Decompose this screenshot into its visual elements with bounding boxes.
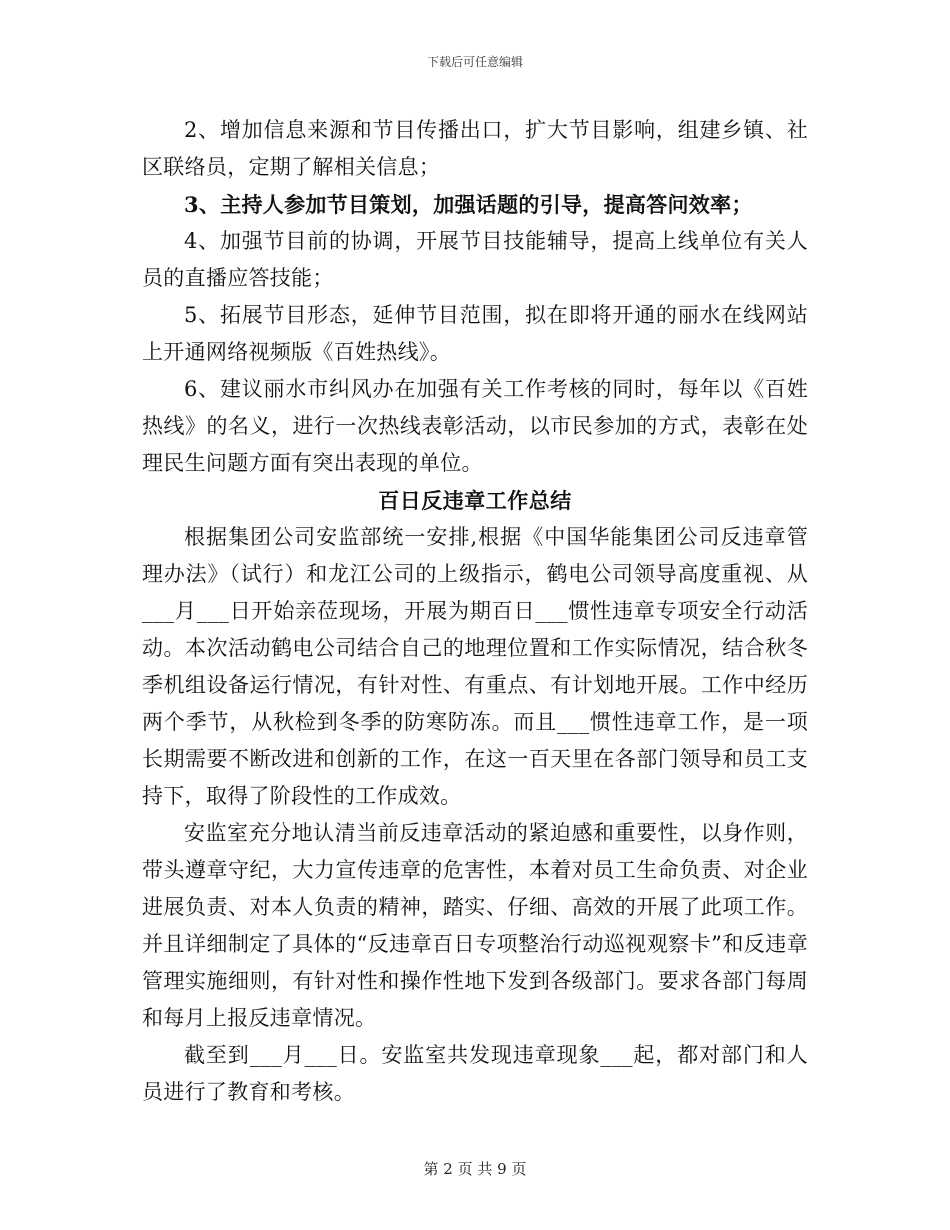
page-number-footer: 第 2 页 共 9 页 (423, 1160, 527, 1178)
body-paragraph-summary: 截至到___月___日。安监室共发现违章现象___起，都对部门和人员进行了教育和考核。 (142, 1043, 808, 1104)
paragraph-item-5: 5、拓展节目形态，延伸节目范围，拟在即将开通的丽水在线网站上开通网络视频版《百姓热线》。 (142, 303, 808, 364)
paragraph-item-3: 3、主持人参加节目策划，加强话题的引导，提高答问效率； (184, 192, 753, 217)
body-paragraph-measures: 安监室充分地认清当前反违章活动的紧迫感和重要性，以身作则，带头遵章守纪，大力宣传违章的危害性，本着对员工生命负责、对企业进展负责、对本人负责的精神，踏实、仔细、高效的开展了此项工作。并且详细制定了具体的“反违章百日专项整治行动巡视观察卡”和反违章管理实施细则，有针对性和操作性地下发到各级部门。要求各部门每周和每月上报反违章情况。 (142, 821, 808, 1030)
section-title: 百日反违章工作总结 (378, 488, 572, 513)
body-paragraph-intro: 根据集团公司安监部统一安排,根据《中国华能集团公司反违章管理办法》（试行）和龙江公司的上级指示，鹤电公司领导高度重视、从___月___日开始亲莅现场，开展为期百日___惯性违章专项安全行动活动。本次活动鹤电公司结合自己的地理位置和工作实际情况，结合秋冬季机组设备运行情况，有针对性、有重点、有计划地开展。工作中经历两个季节，从秋检到冬季的防寒防冻。而且___惯性违章工作，是一项长期需要不断改进和创新的工作，在这一百天里在各部门领导和员工支持下，取得了阶段性的工作成效。 (142, 525, 808, 808)
document-body (142, 112, 808, 1111)
paragraph-item-6: 6、建议丽水市纠风办在加强有关工作考核的同时，每年以《百姓热线》的名义，进行一次热线表彰活动，以市民参加的方式，表彰在处理民生问题方面有突出表现的单位。 (142, 377, 808, 475)
page-header-note: 下载后可任意编辑 (426, 55, 523, 69)
paragraph-item-4: 4、加强节目前的协调，开展节目技能辅导，提高上线单位有关人员的直播应答技能； (142, 229, 808, 290)
paragraph-item-2: 2、增加信息来源和节目传播出口，扩大节目影响，组建乡镇、社区联络员，定期了解相关信息； (142, 118, 808, 179)
